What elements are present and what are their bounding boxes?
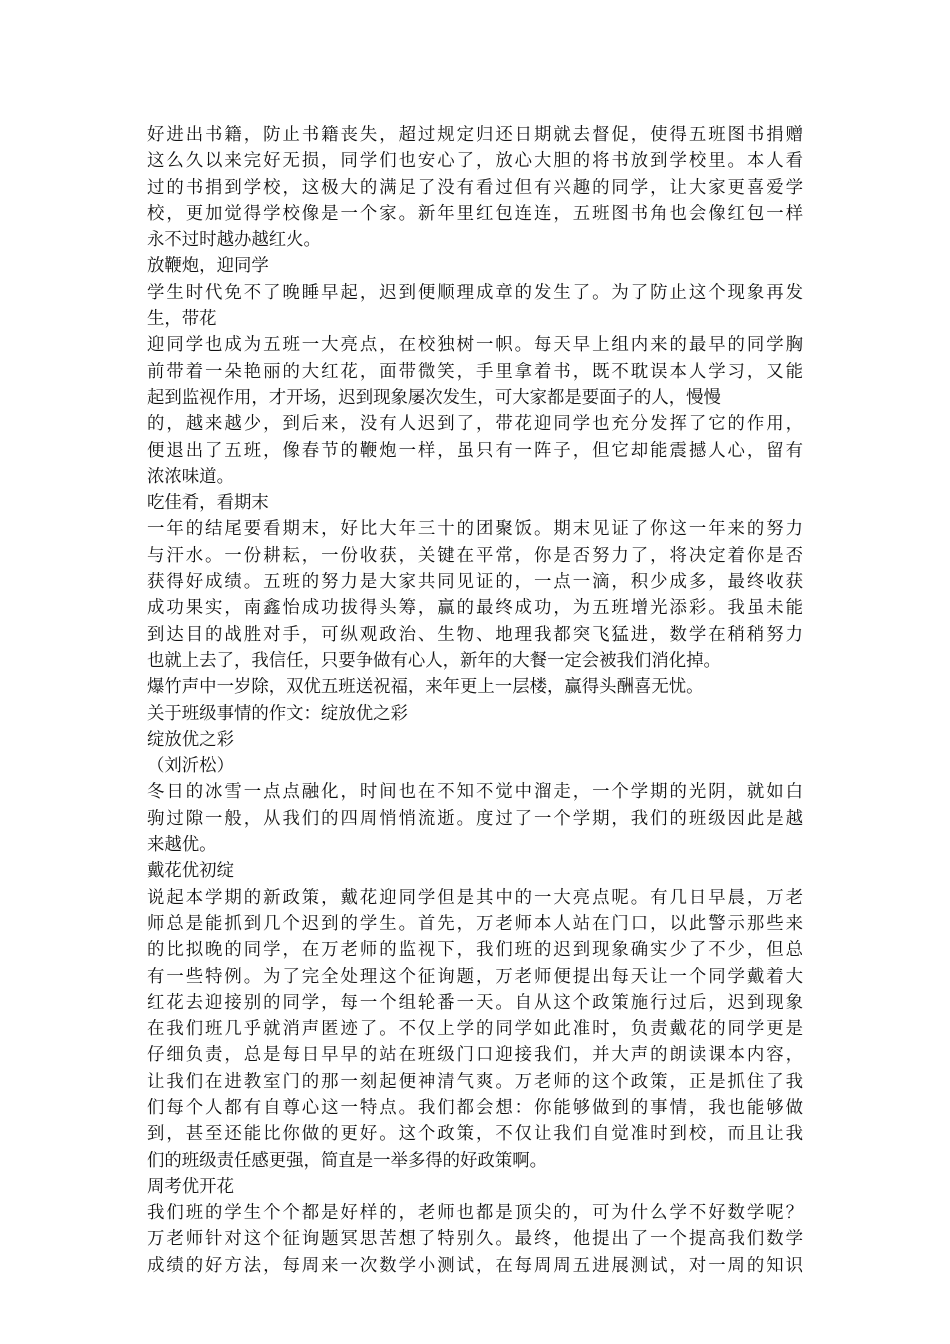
text-line: 周考优开花 bbox=[147, 1176, 234, 1197]
text-line: 与汗水。一份耕耘，一份收获，关键在平常，你是否努力了，将决定着你是否 bbox=[147, 545, 803, 566]
text-line: 的比拟晚的同学，在万老师的监视下，我们班的迟到现象确实少了不少，但总 bbox=[147, 940, 803, 961]
text-line: 一年的结尾要看期末，好比大年三十的团聚饭。期末见证了你这一年来的努力 bbox=[147, 519, 803, 540]
text-line: 的，越来越少，到后来，没有人迟到了，带花迎同学也充分发挥了它的作用， bbox=[147, 414, 803, 435]
text-line: 放鞭炮，迎同学 bbox=[147, 256, 269, 277]
text-line: 们的班级责任感更强，简直是一举多得的好政策啊。 bbox=[147, 1150, 547, 1171]
text-line: 成绩的好方法，每周来一次数学小测试，在每周周五进展测试，对一周的知识 bbox=[147, 1255, 803, 1276]
text-line: 绽放优之彩 bbox=[147, 729, 234, 750]
text-line: 关于班级事情的作文：绽放优之彩 bbox=[147, 703, 408, 724]
text-line: 生，带花 bbox=[147, 309, 217, 330]
text-line: 前带着一朵艳丽的大红花，面带微笑，手里拿着书，既不耽误本人学习，又能 bbox=[147, 361, 803, 382]
document-body bbox=[147, 122, 803, 1279]
text-line: 学生时代免不了晚睡早起，迟到便顺理成章的发生了。为了防止这个现象再发 bbox=[147, 282, 803, 303]
text-line: 好进出书籍，防止书籍丧失，超过规定归还日期就去督促，使得五班图书捐赠 bbox=[147, 125, 803, 145]
text-line: 我们班的学生个个都是好样的，老师也都是顶尖的，可为什么学不好数学呢？ bbox=[147, 1203, 803, 1224]
text-line: 爆竹声中一岁除，双优五班送祝福，来年更上一层楼，赢得头酬喜无忧。 bbox=[147, 677, 704, 698]
text-line: 冬日的冰雪一点点融化，时间也在不知不觉中溜走，一个学期的光阴，就如白 bbox=[147, 782, 803, 803]
text-line: 便退出了五班，像春节的鞭炮一样，虽只有一阵子，但它却能震撼人心，留有 bbox=[147, 440, 803, 461]
text-line: 到达目的战胜对手，可纵观政治、生物、地理我都突飞猛进，数学在稍稍努力 bbox=[147, 624, 803, 645]
text-line: （刘沂松） bbox=[147, 756, 234, 777]
text-line: 们每个人都有自尊心这一特点。我们都会想：你能够做到的事情，我也能够做 bbox=[147, 1097, 803, 1118]
text-line: 获得好成绩。五班的努力是大家共同见证的，一点一滴，积少成多，最终收获 bbox=[147, 572, 803, 593]
text-line: 来越优。 bbox=[147, 835, 217, 856]
text-line: 红花去迎接别的同学，每一个组轮番一天。自从这个政策施行过后，迟到现象 bbox=[147, 992, 803, 1013]
text-line: 浓浓味道。 bbox=[147, 466, 234, 487]
text-line: 校，更加觉得学校像是一个家。新年里红包连连，五班图书角也会像红包一样 bbox=[147, 203, 803, 224]
text-line: 戴花优初绽 bbox=[147, 861, 234, 882]
text-line: 吃佳肴，看期末 bbox=[147, 493, 269, 514]
text-line: 说起本学期的新政策，戴花迎同学但是其中的一大亮点呢。有几日早晨，万老 bbox=[147, 887, 803, 908]
text-line: 万老师针对这个征询题冥思苦想了特别久。最终，他提出了一个提高我们数学 bbox=[147, 1229, 803, 1250]
text-line: 在我们班几乎就消声匿迹了。不仅上学的同学如此准时，负责戴花的同学更是 bbox=[147, 1019, 803, 1040]
text-line: 迎同学也成为五班一大亮点，在校独树一帜。每天早上组内来的最早的同学胸 bbox=[147, 335, 803, 356]
text-line: 也就上去了，我信任，只要争做有心人，新年的大餐一定会被我们消化掉。 bbox=[147, 650, 721, 671]
text-line: 让我们在进教室门的那一刻起便神清气爽。万老师的这个政策，正是抓住了我 bbox=[147, 1071, 803, 1092]
text-line: 成功果实，南鑫怡成功拔得头筹，赢的最终成功，为五班增光添彩。我虽未能 bbox=[147, 598, 803, 619]
text-line: 到，甚至还能比你做的更好。这个政策，不仅让我们自觉准时到校，而且让我 bbox=[147, 1124, 803, 1145]
text-line: 师总是能抓到几个迟到的学生。首先，万老师本人站在门口，以此警示那些来 bbox=[147, 913, 803, 934]
text-line: 永不过时越办越红火。 bbox=[147, 230, 321, 251]
text-line: 驹过隙一般，从我们的四周悄悄流逝。度过了一个学期，我们的班级因此是越 bbox=[147, 808, 803, 829]
text-line: 有一些特例。为了完全处理这个征询题，万老师便提出每天让一个同学戴着大 bbox=[147, 966, 803, 987]
text-line: 起到监视作用，才开场，迟到现象屡次发生，可大家都是要面子的人，慢慢 bbox=[147, 387, 721, 408]
text-line: 仔细负责，总是每日早早的站在班级门口迎接我们，并大声的朗读课本内容， bbox=[147, 1045, 803, 1066]
text-line: 这么久以来完好无损，同学们也安心了，放心大胆的将书放到学校里。本人看 bbox=[147, 151, 803, 172]
text-line: 过的书捐到学校，这极大的满足了没有看过但有兴趣的同学，让大家更喜爱学 bbox=[147, 177, 803, 198]
